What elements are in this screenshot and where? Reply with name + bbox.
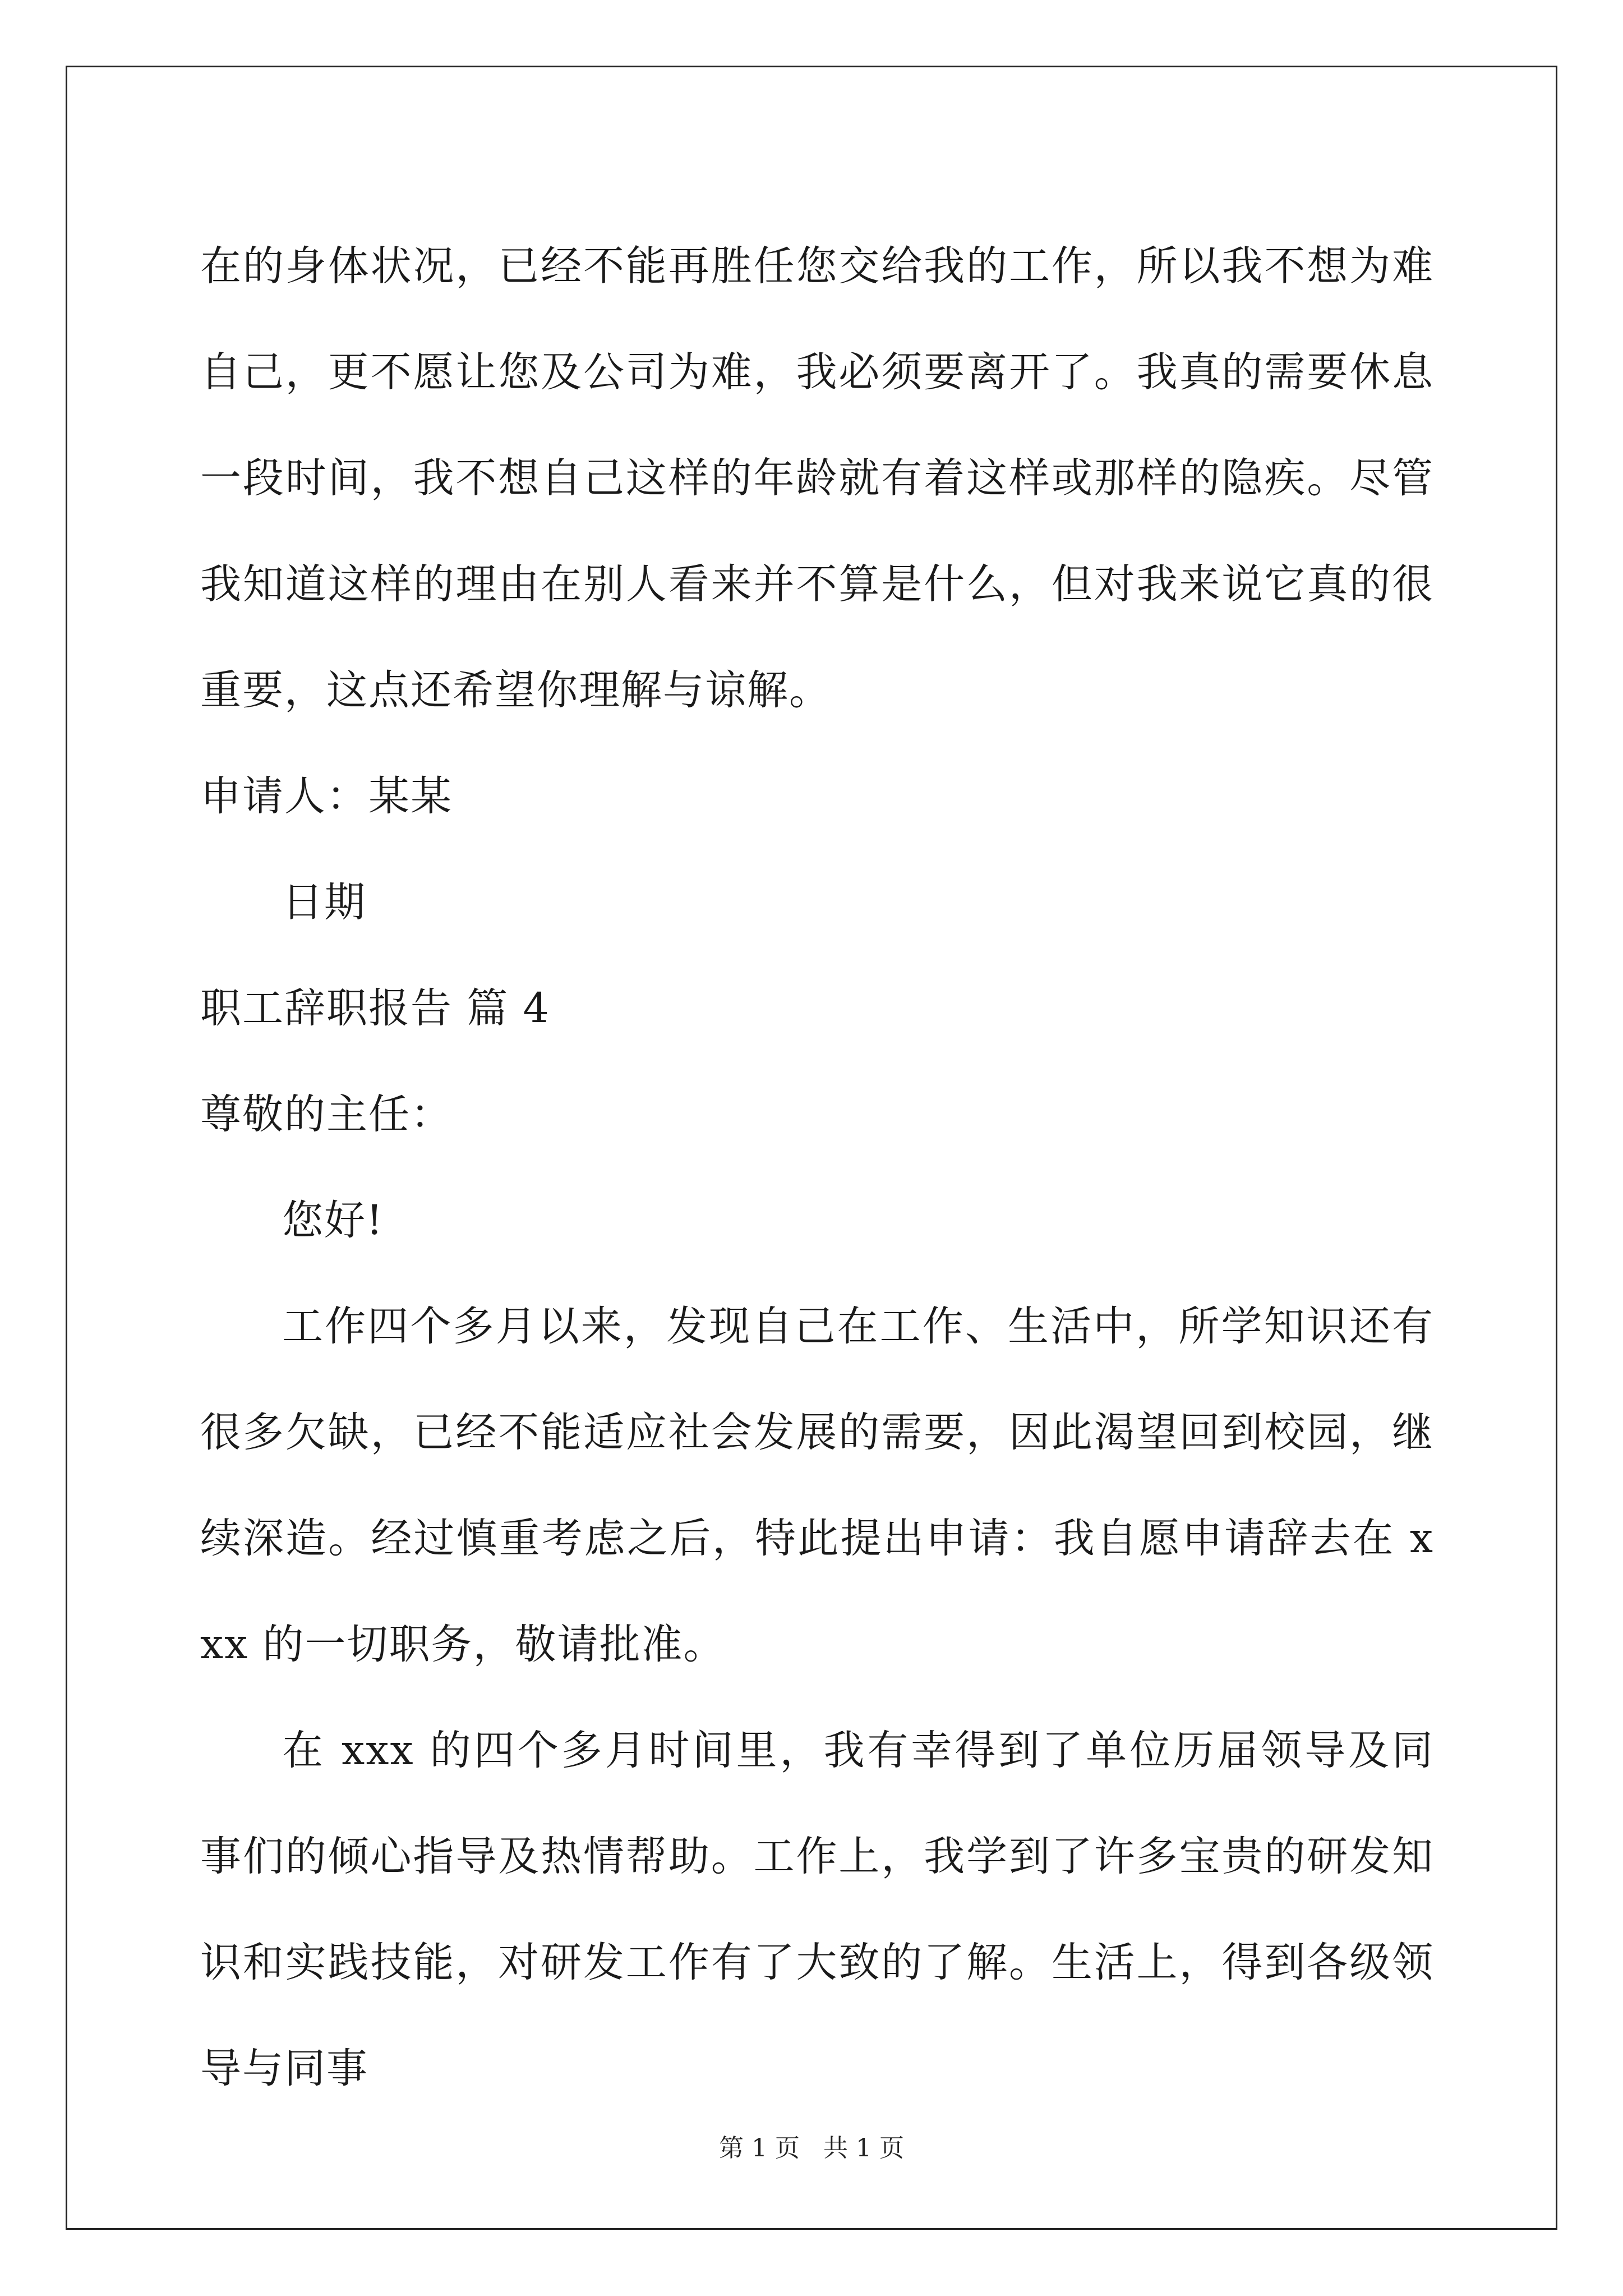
document-body: [200, 213, 1434, 2122]
page-number: 第 1 页: [719, 2134, 800, 2162]
page-footer: [0, 2132, 1623, 2165]
body-paragraph-continuation: 在的身体状况，已经不能再胜任您交给我的工作，所以我不想为难自己，更不愿让您及公司为难，我必须要离开了。我真的需要休息一段时间，我不想自己这样的年龄就有着这样或那样的隐疾。尽管我知道这样的理由在别人看来并不算是什么，但对我来说它真的很重要，这点还希望你理解与谅解。: [200, 242, 1434, 714]
salutation: 尊敬的主任：: [200, 1091, 453, 1138]
date-line: 日期: [282, 878, 366, 926]
greeting: 您好!: [282, 1197, 384, 1244]
section-title: 职工辞职报告 篇 4: [200, 984, 550, 1032]
body-paragraph: 在 xxx 的四个多月时间里，我有幸得到了单位历届领导及同事们的倾心指导及热情帮助。工作上，我学到了许多宝贵的研发知识和实践技能，对研发工作有了大致的了解。生活上，得到各级领导与同事: [200, 1727, 1434, 2092]
body-paragraph: 工作四个多月以来，发现自己在工作、生活中，所学知识还有很多欠缺，已经不能适应社会发展的需要，因此渴望回到校园，继续深造。经过慎重考虑之后，特此提出申请：我自愿申请辞去在 xxx 的一切职务，敬请批准。: [200, 1303, 1434, 1668]
applicant-line: 申请人：某某: [200, 772, 453, 820]
page-total: 共 1 页: [823, 2134, 904, 2162]
